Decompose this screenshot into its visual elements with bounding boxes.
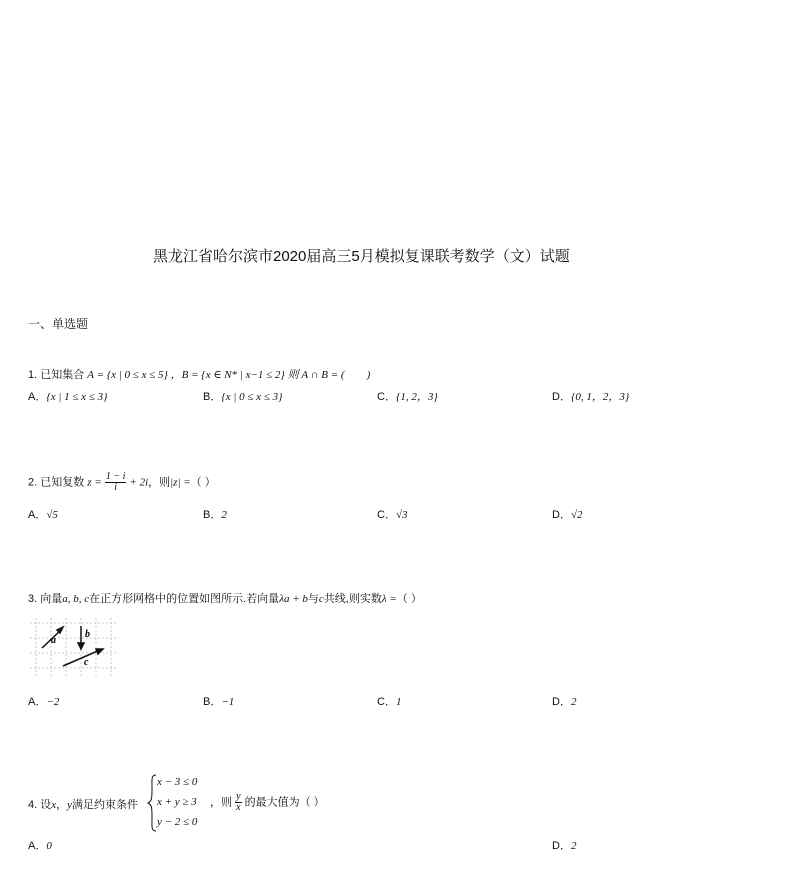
option-text: −1 — [221, 696, 235, 708]
question-2-suffix: ，则 — [148, 476, 171, 489]
option-text: √3 — [395, 509, 408, 521]
option-text: 2 — [570, 840, 577, 852]
vector-a-label: a — [51, 635, 56, 646]
question-1-option-b[interactable] — [203, 388, 283, 404]
constraint-brace-icon — [147, 774, 157, 832]
question-2-option-c[interactable] — [377, 506, 408, 522]
question-1-math: A = {x | 0 ≤ x ≤ 5} ，B = {x ∈ N* | x−1 ≤ 2} 则 A ∩ B = ( ) — [87, 369, 371, 381]
vector-c-label: c — [84, 657, 89, 668]
option-text: 2 — [570, 696, 577, 708]
option-label: A． — [28, 391, 47, 403]
option-label: D． — [552, 840, 571, 852]
question-4-option-d[interactable] — [552, 837, 576, 853]
question-3-option-a[interactable] — [28, 693, 59, 709]
question-2-z: z = — [87, 476, 102, 489]
question-4-then: ，则 — [210, 796, 232, 809]
question-2-option-a[interactable] — [28, 506, 58, 522]
question-4-x: x — [51, 799, 57, 811]
question-3-prefix: 3. 向量 — [28, 593, 63, 605]
option-label: C． — [377, 391, 396, 403]
page-title: 黑龙江省哈尔滨市2020届高三5月模拟复课联考数学（文）试题 — [153, 248, 570, 265]
question-2-prefix: 2. 已知复数 — [28, 476, 85, 489]
question-3-mid: 在正方形网格中的位置如图所示.若向量 — [89, 593, 280, 605]
question-2-paren: （ ） — [190, 476, 216, 489]
constraint-3: y − 2 ≤ 0 — [157, 816, 198, 828]
question-3-paren: （ ） — [396, 593, 422, 605]
question-3-option-c[interactable] — [377, 693, 401, 709]
option-text: √5 — [46, 509, 58, 521]
question-1-option-c[interactable] — [377, 388, 438, 404]
option-label: B． — [203, 696, 222, 708]
question-3-option-b[interactable] — [203, 693, 234, 709]
fraction-denominator: x — [236, 802, 241, 813]
section-heading: 一、单选题 — [28, 317, 89, 331]
question-4-prefix: 4. 设 — [28, 799, 52, 811]
option-label: C． — [377, 696, 396, 708]
question-2-stem — [28, 472, 216, 493]
constraint-2: x + y ≥ 3 — [157, 796, 197, 808]
option-text: {1, 2，3} — [395, 391, 438, 403]
question-4-y: y — [67, 799, 73, 811]
option-text: 0 — [46, 840, 52, 852]
option-text: 2 — [221, 509, 227, 521]
question-4-stem-right — [210, 792, 325, 813]
question-4-end: 的最大值为（ ） — [244, 796, 325, 809]
option-label: A． — [28, 696, 47, 708]
option-text: {0, 1，2，3} — [570, 391, 630, 403]
option-label: A． — [28, 840, 47, 852]
option-label: D． — [552, 391, 571, 403]
question-1-option-d[interactable] — [552, 388, 629, 404]
option-text: 1 — [395, 696, 402, 708]
option-label: A． — [28, 509, 47, 521]
option-label: B． — [203, 391, 222, 403]
option-text: {x | 1 ≤ x ≤ 3} — [46, 391, 108, 403]
question-3-lambda: λ = — [381, 593, 397, 605]
option-text: √2 — [570, 509, 583, 521]
option-text: {x | 0 ≤ x ≤ 3} — [221, 391, 283, 403]
question-1-option-a[interactable] — [28, 388, 108, 404]
vector-c-head — [96, 649, 103, 654]
question-3-vectors: a, b, c — [62, 593, 90, 605]
question-4-fraction — [235, 792, 241, 813]
fraction-numerator: 1 − i — [105, 471, 126, 482]
option-label: D． — [552, 509, 571, 521]
question-2-term: + 2i — [129, 476, 149, 489]
question-2-fraction — [105, 472, 127, 493]
question-2-abs: |z| = — [170, 476, 191, 489]
question-3-expr: λa + b — [279, 593, 308, 605]
fraction-denominator: i — [114, 482, 117, 493]
question-3-with: 与 — [307, 593, 319, 605]
question-4-option-a[interactable] — [28, 837, 52, 853]
option-text: −2 — [46, 696, 60, 708]
question-2-option-d[interactable] — [552, 506, 583, 522]
question-1-prefix: 1. 已知集合 — [28, 369, 85, 381]
question-3-end: 共线,则实数 — [323, 593, 382, 605]
vector-grid-figure — [30, 618, 118, 678]
question-2-option-b[interactable] — [203, 506, 227, 522]
question-3-option-d[interactable] — [552, 693, 576, 709]
vector-b-label: b — [85, 629, 90, 640]
vector-b-head — [78, 643, 84, 649]
option-label: B． — [203, 509, 222, 521]
question-3-c: c — [318, 593, 324, 605]
question-4-mid: 满足约束条件 — [72, 799, 139, 811]
option-label: C． — [377, 509, 396, 521]
question-4-stem-left — [28, 796, 138, 812]
constraint-1: x − 3 ≤ 0 — [157, 776, 198, 788]
option-label: D． — [552, 696, 571, 708]
question-3-stem — [28, 590, 422, 606]
vector-c-arrow — [63, 650, 100, 666]
question-4-comma: ， — [56, 799, 68, 811]
fraction-numerator: y — [236, 791, 241, 802]
question-1-stem — [28, 366, 370, 382]
